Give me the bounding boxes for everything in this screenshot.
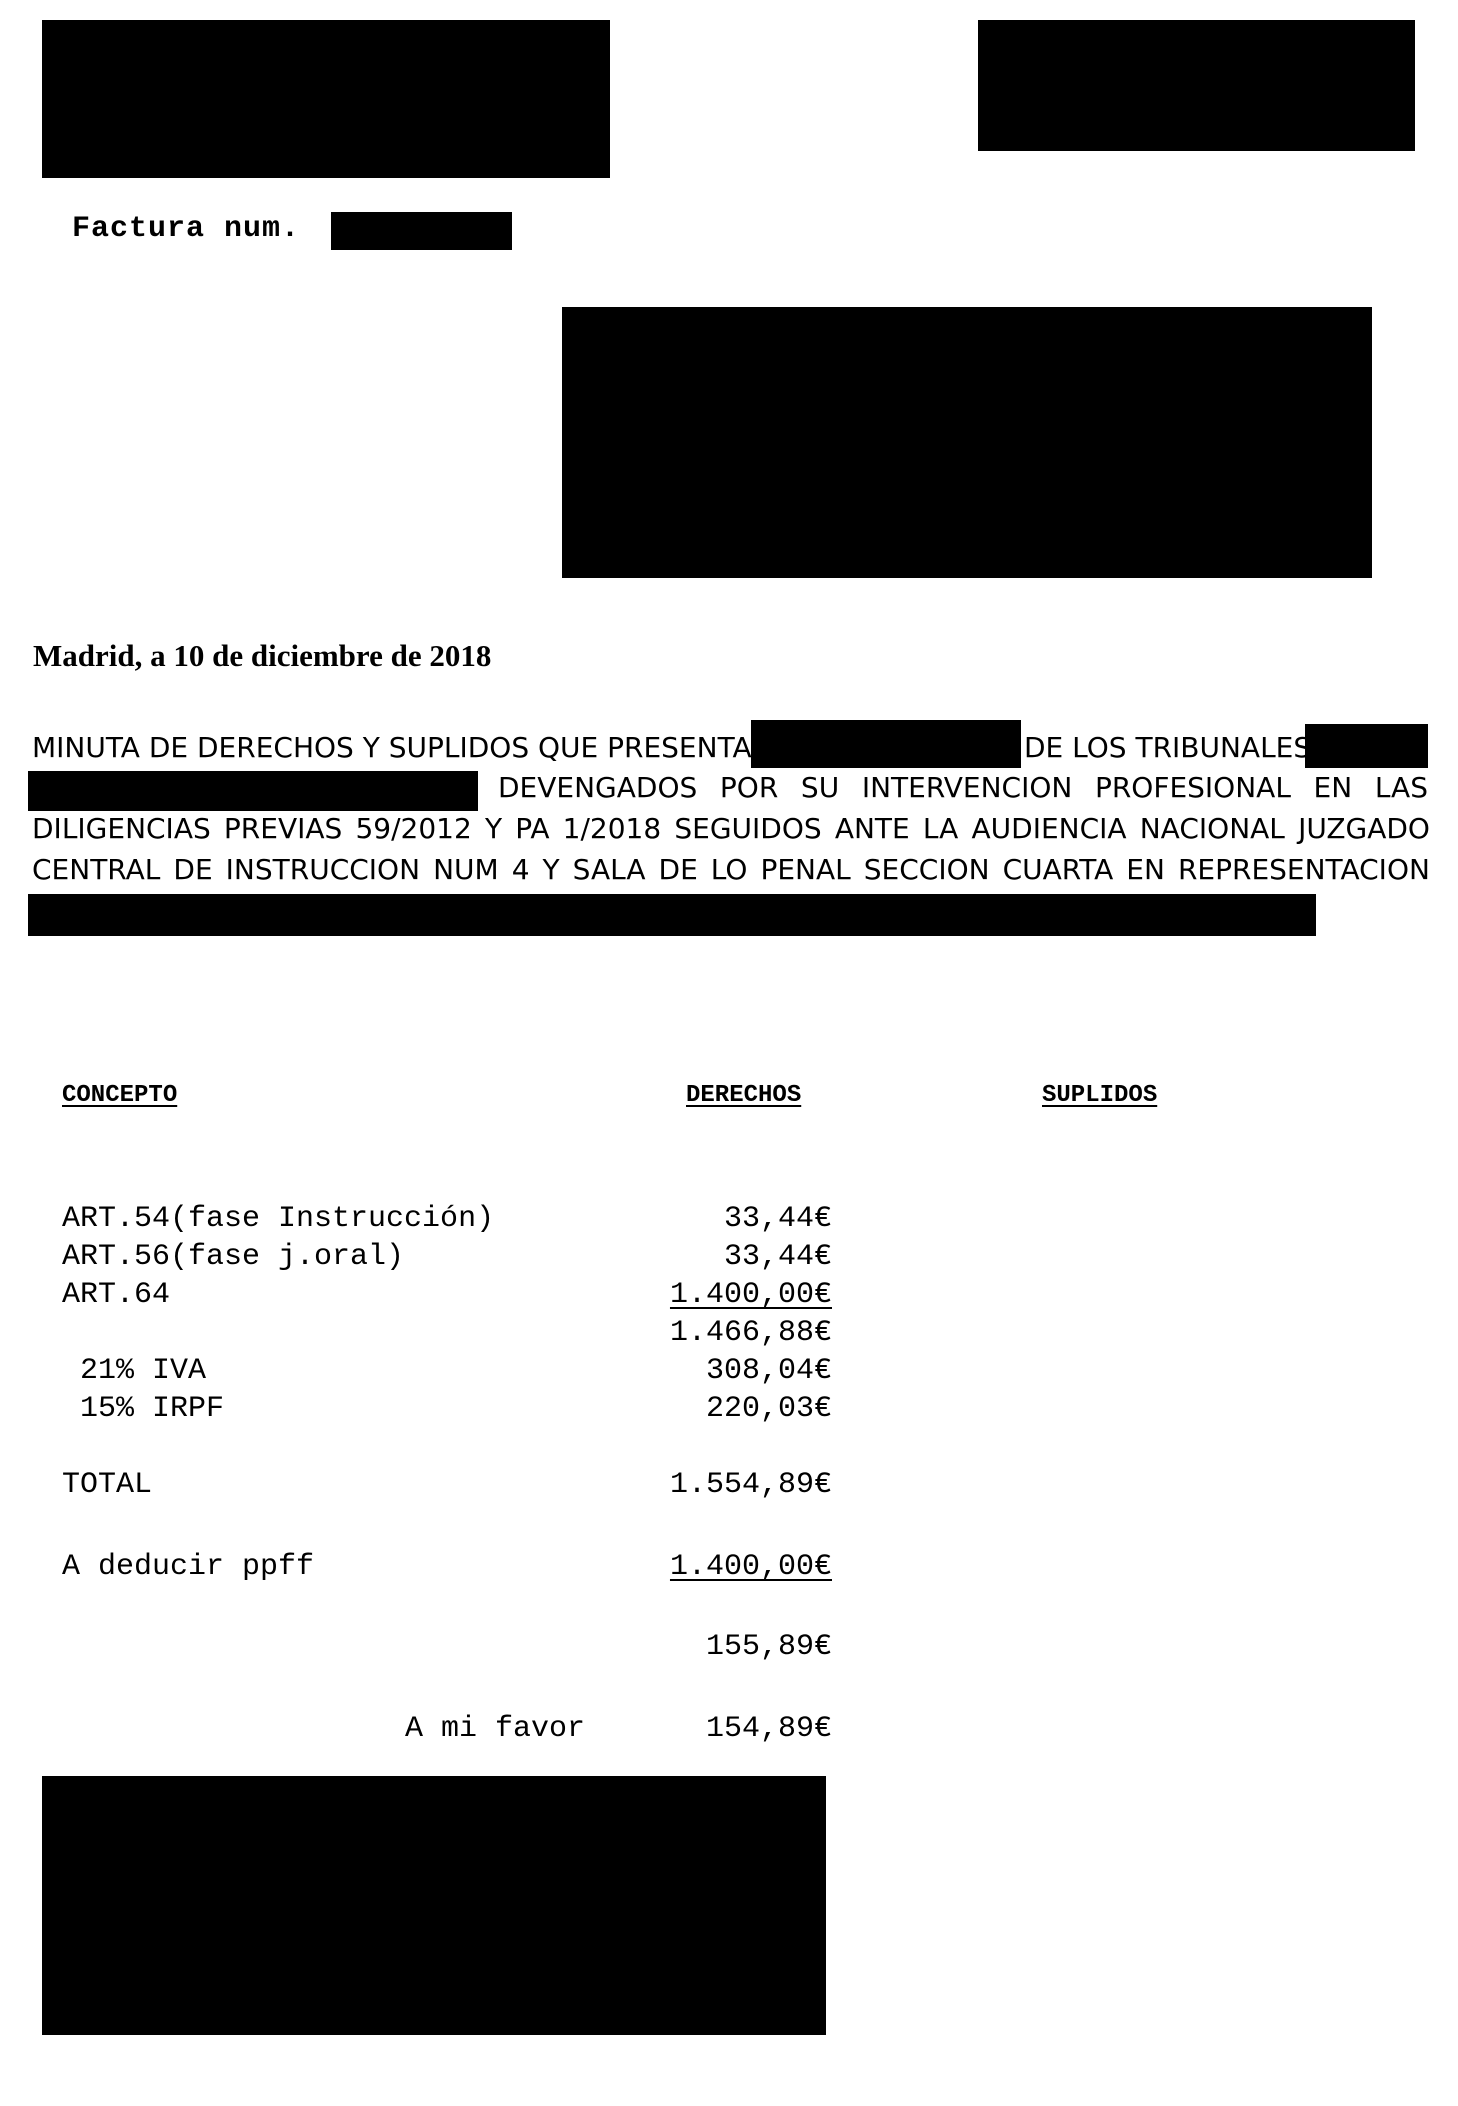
word: NUM — [433, 853, 499, 886]
favor-amount: 154,89€ — [705, 1712, 832, 1746]
redacted-invoice-number — [331, 212, 512, 250]
redacted-letterhead-left — [42, 20, 610, 178]
favor-label: A mi favor — [405, 1712, 586, 1746]
word: PENAL — [760, 853, 851, 886]
word: DE — [658, 853, 698, 886]
word: ANTE — [834, 812, 910, 845]
word: SALA — [572, 853, 646, 886]
body-line-1-end: DE LOS TRIBUNALES — [1024, 731, 1312, 764]
word: LAS — [1374, 771, 1428, 804]
word: PA — [515, 812, 550, 845]
deduct-label: A deducir ppff — [62, 1550, 315, 1584]
row-amount-irpf: 220,03€ — [705, 1392, 832, 1426]
word: CUARTA — [1002, 853, 1114, 886]
word: DE — [173, 853, 213, 886]
redacted-name-3 — [28, 771, 478, 811]
word: LA — [922, 812, 959, 845]
redacted-name-2 — [1305, 724, 1428, 768]
redacted-letterhead-right — [978, 20, 1415, 151]
redacted-signature — [42, 1776, 826, 2035]
header-derechos: DERECHOS — [686, 1082, 802, 1109]
word: REPRESENTACION — [1177, 853, 1430, 886]
body-line-3 — [32, 809, 1430, 849]
word: CENTRAL — [32, 853, 161, 886]
word: LO — [710, 853, 748, 886]
row-amount-art54: 33,44€ — [723, 1202, 832, 1236]
invoice-number-label: Factura num. — [72, 212, 301, 246]
row-label-art56: ART.56(fase j.oral) — [62, 1240, 405, 1274]
body-line-4 — [32, 850, 1430, 890]
body-line-2 — [498, 768, 1428, 808]
word: Y — [484, 812, 503, 845]
word: 1/2018 — [562, 812, 662, 845]
total-label: TOTAL — [62, 1468, 153, 1502]
row-amount-subtotal: 1.466,88€ — [669, 1316, 832, 1350]
word: INSTRUCCION — [225, 853, 421, 886]
word: JUZGADO — [1298, 812, 1430, 845]
word: SECCION — [863, 853, 990, 886]
word: 59/2012 — [355, 812, 472, 845]
word: NACIONAL — [1139, 812, 1285, 845]
redacted-recipient-address — [562, 307, 1372, 578]
word: Y — [542, 853, 560, 886]
balance-amount: 155,89€ — [705, 1630, 832, 1664]
word: DEVENGADOS — [498, 771, 698, 804]
word: SU — [800, 771, 840, 804]
word: 4 — [511, 853, 530, 886]
word: SEGUIDOS — [674, 812, 822, 845]
deduct-amount: 1.400,00€ — [669, 1550, 832, 1584]
row-label-iva: 21% IVA — [62, 1354, 207, 1388]
row-label-irpf: 15% IRPF — [62, 1392, 225, 1426]
redacted-name-1 — [751, 720, 1021, 768]
word: DILIGENCIAS — [32, 812, 211, 845]
redacted-client-name — [28, 894, 1316, 936]
word: EN — [1126, 853, 1165, 886]
row-amount-art56: 33,44€ — [723, 1240, 832, 1274]
word: POR — [719, 771, 779, 804]
date-line: Madrid, a 10 de diciembre de 2018 — [33, 638, 492, 673]
word: INTERVENCION — [861, 771, 1073, 804]
row-label-art64: ART.64 — [62, 1278, 171, 1312]
row-amount-art64: 1.400,00€ — [669, 1278, 832, 1312]
header-suplidos: SUPLIDOS — [1042, 1082, 1158, 1109]
total-amount: 1.554,89€ — [669, 1468, 832, 1502]
word: PREVIAS — [223, 812, 343, 845]
body-line-1-start: MINUTA DE DERECHOS Y SUPLIDOS QUE PRESENTA — [32, 731, 752, 764]
row-label-art54: ART.54(fase Instrucción) — [62, 1202, 495, 1236]
row-amount-iva: 308,04€ — [705, 1354, 832, 1388]
header-concepto: CONCEPTO — [62, 1082, 178, 1109]
word: EN — [1313, 771, 1353, 804]
word: PROFESIONAL — [1094, 771, 1291, 804]
word: AUDIENCIA — [971, 812, 1127, 845]
